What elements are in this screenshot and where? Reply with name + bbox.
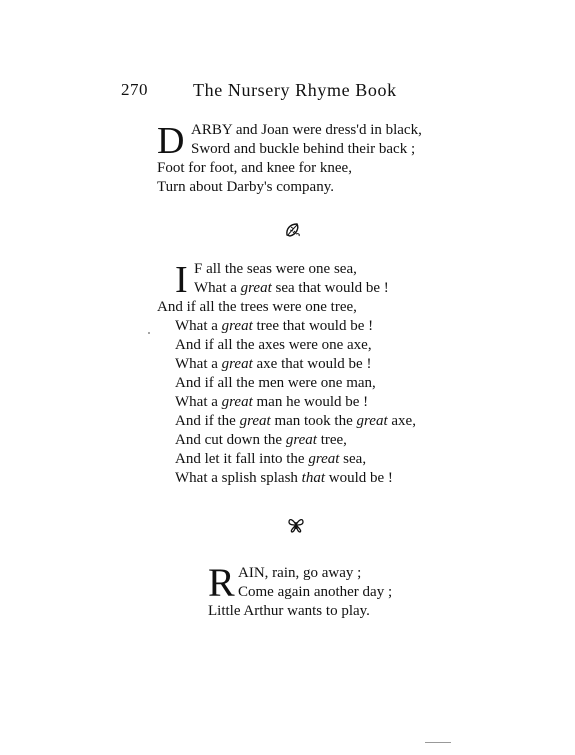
poem-line: And if all the trees were one tree,	[157, 299, 357, 315]
poem-line: ARBY and Joan were dress'd in black,	[191, 122, 422, 138]
poem-line: And if the great man took the great axe,	[175, 413, 416, 429]
poem-line: What a great man he would be !	[175, 394, 369, 410]
print-speck	[148, 332, 150, 334]
poem-line: What a great sea that would be !	[194, 280, 389, 296]
poem-line: And if all the men were one man,	[175, 375, 376, 391]
poem-line: What a great tree that would be !	[175, 318, 374, 334]
poem-darby-and-joan	[157, 121, 422, 197]
poem-line: And cut down the great tree,	[175, 432, 347, 448]
butterfly-ornament-icon	[287, 516, 305, 534]
drop-cap: D	[157, 120, 185, 162]
page-number: 270	[121, 80, 148, 99]
footer-rule	[425, 742, 451, 743]
book-title: The Nursery Rhyme Book	[193, 80, 397, 100]
poem-rain-rain	[208, 560, 393, 621]
poem-line: What a great axe that would be !	[175, 356, 372, 372]
poem-line: AIN, rain, go away ;	[238, 565, 362, 581]
poem-line: F all the seas were one sea,	[194, 261, 357, 277]
leaf-ornament-icon	[284, 221, 302, 239]
drop-cap: R	[208, 560, 235, 605]
poem-one-sea	[157, 259, 416, 488]
poem-line: What a splish splash that would be !	[175, 470, 393, 486]
drop-cap: I	[175, 259, 188, 301]
poem-line: Sword and buckle behind their back ;	[191, 141, 416, 157]
poem-line: Little Arthur wants to play.	[208, 603, 370, 619]
poem-line: Come again another day ;	[238, 584, 393, 600]
poem-line: Foot for foot, and knee for knee,	[157, 160, 352, 176]
poem-line: And let it fall into the great sea,	[175, 451, 367, 467]
poem-line: Turn about Darby's company.	[157, 179, 334, 195]
page-header	[0, 80, 575, 104]
poem-line: And if all the axes were one axe,	[175, 337, 372, 353]
